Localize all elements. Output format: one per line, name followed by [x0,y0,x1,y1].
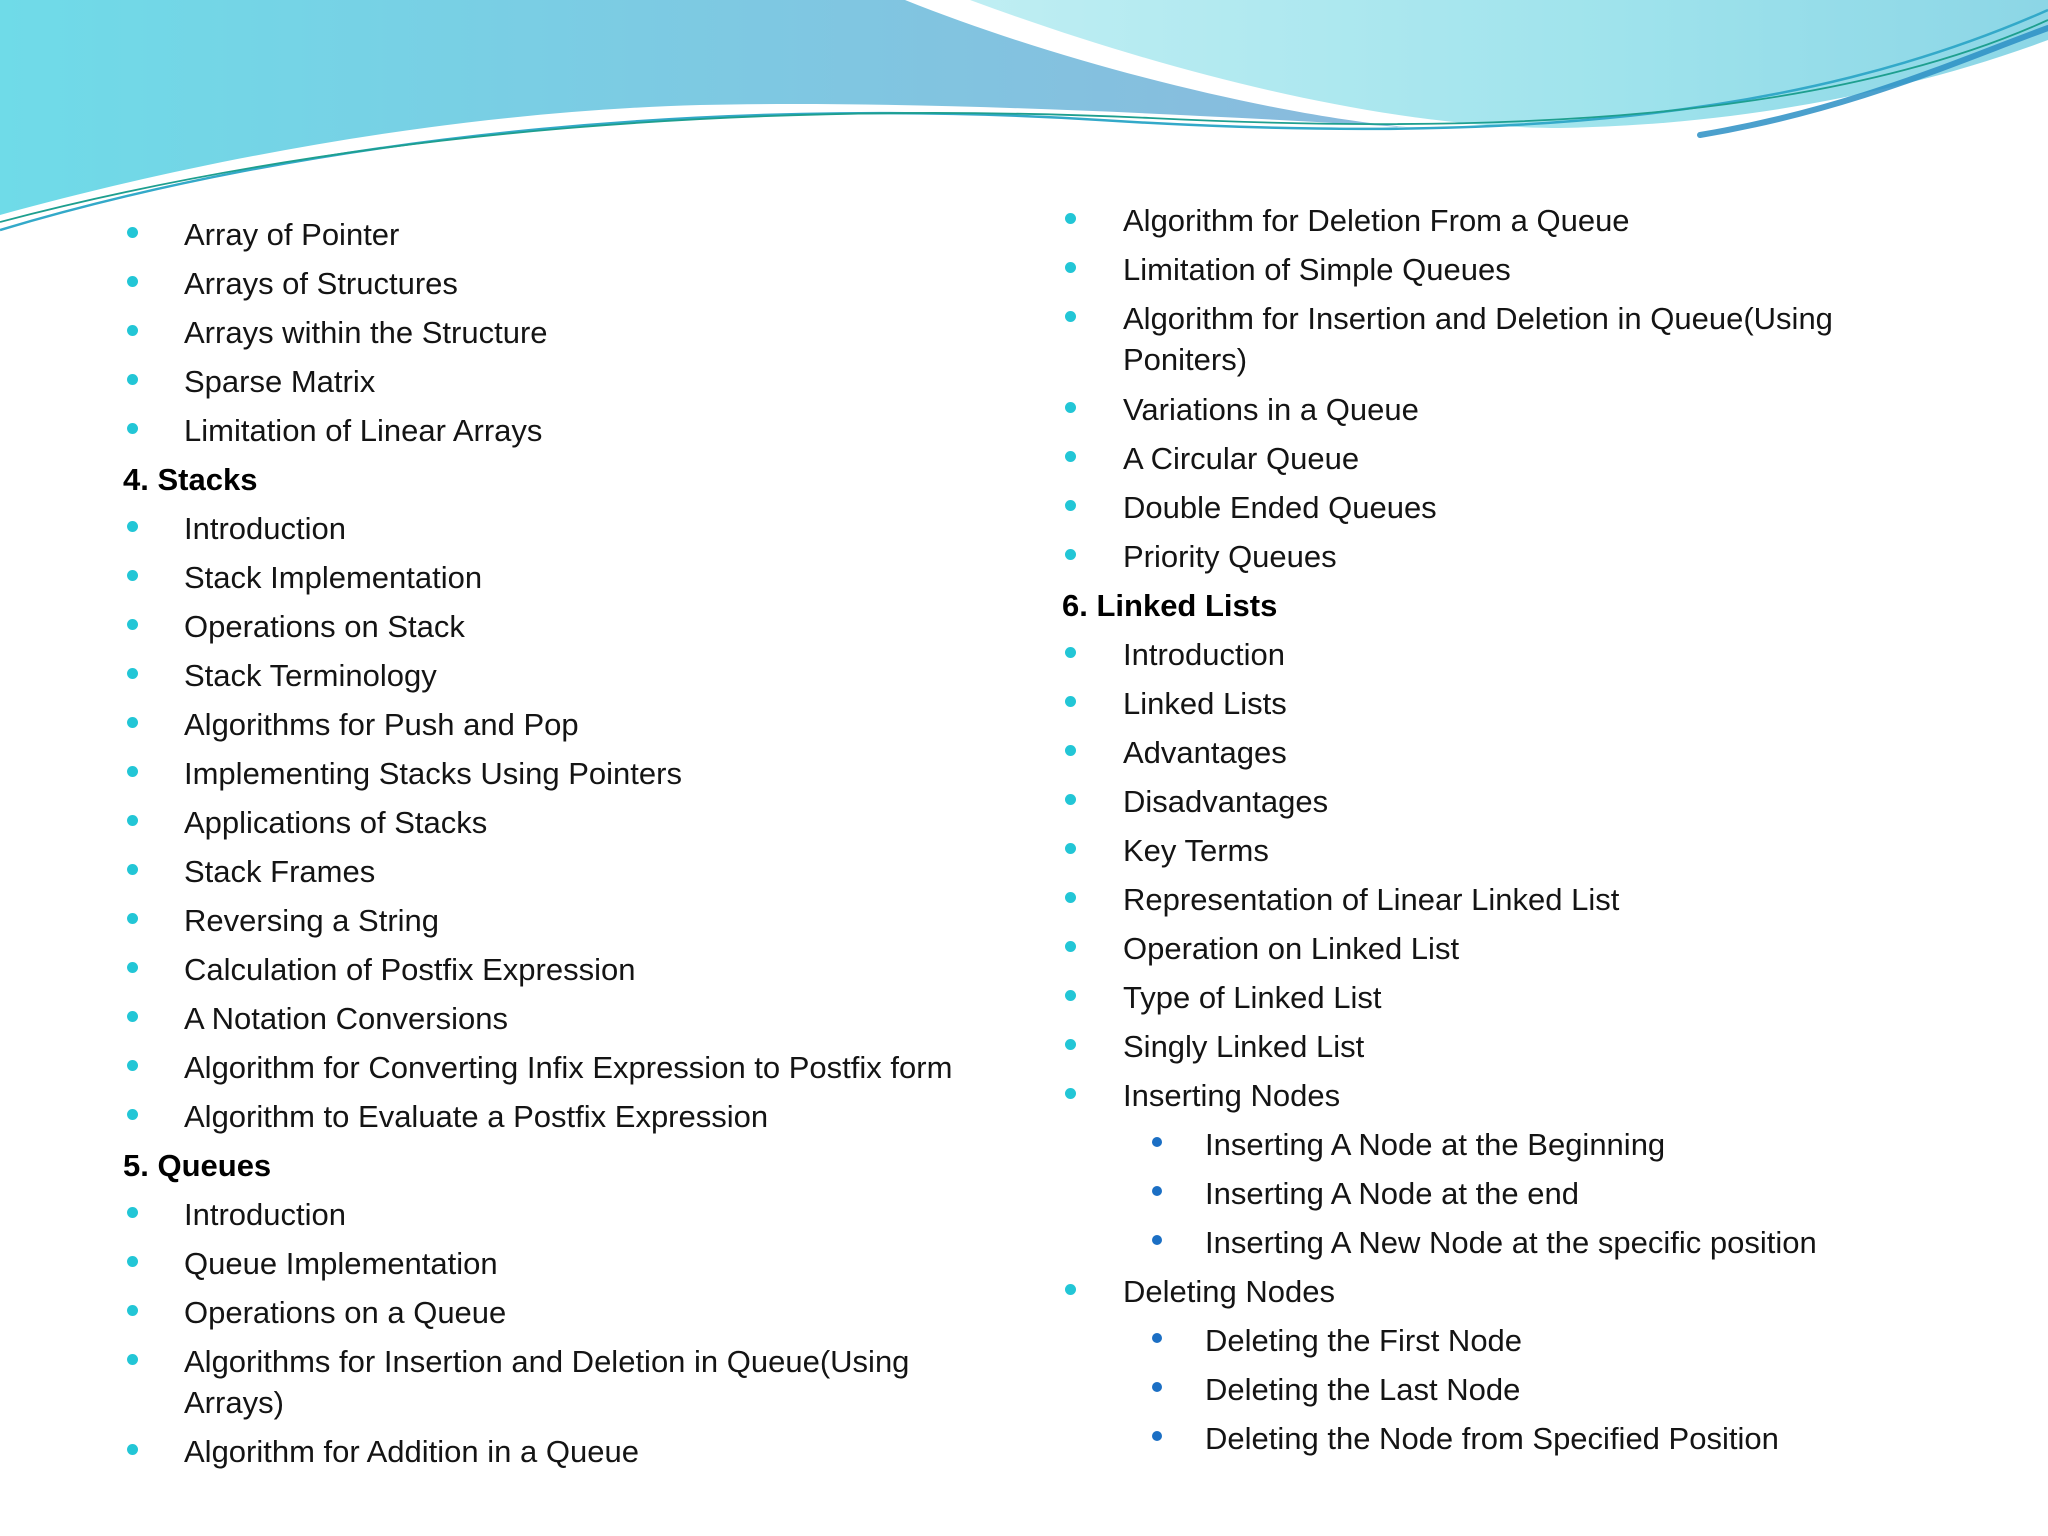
section-heading [1062,585,1277,626]
bullet-icon [1065,1284,1076,1295]
list-item-text: Singly Linked List [1123,1029,1365,1064]
bullet-icon [127,276,138,287]
bullet-icon [127,815,138,826]
list-item-text: Disadvantages [1123,784,1329,819]
bullet-icon [127,227,138,238]
bullet-icon [127,1305,138,1316]
section-heading-text: 6. Linked Lists [1062,588,1278,623]
bullet-icon [1065,696,1076,707]
bullet-icon [1065,213,1076,224]
list-item-text: Limitation of Simple Queues [1123,252,1511,287]
list-item-text: Introduction [1123,637,1285,672]
list-item-text: Algorithm to Evaluate a Postfix Expression [184,1099,769,1134]
list-item-text: Algorithms for Push and Pop [184,707,579,742]
list-item-text: Inserting A New Node at the specific position [1205,1225,1817,1260]
sub-bullet-icon [1152,1235,1162,1245]
list-item-text: Implementing Stacks Using Pointers [184,756,682,791]
list-item-text: Key Terms [1123,833,1269,868]
bullet-icon [127,1207,138,1218]
list-item-text: Deleting the First Node [1205,1323,1523,1358]
list-item-text: Deleting the Last Node [1205,1372,1521,1407]
bullet-icon [127,766,138,777]
list-item-text: Stack Terminology [184,658,437,693]
bullet-icon [127,1444,138,1455]
bullet-icon [1065,794,1076,805]
bullet-icon [127,619,138,630]
list-item-text: A Notation Conversions [184,1001,508,1036]
sub-bullet-icon [1152,1382,1162,1392]
list-item-text: Arrays of Structures [184,266,458,301]
list-item-text: Introduction [184,1197,346,1232]
bullet-icon [127,1011,138,1022]
bullet-icon [1065,990,1076,1001]
list-item-text: Algorithm for Addition in a Queue [184,1434,639,1469]
section-heading [123,1145,271,1186]
bullet-icon [1065,549,1076,560]
list-item-text: Stack Frames [184,854,376,889]
bullet-icon [1065,402,1076,413]
bullet-icon [127,423,138,434]
bullet-icon [127,1060,138,1071]
bullet-icon [127,864,138,875]
list-item-text: Algorithm for Deletion From a Queue [1123,203,1630,238]
list-item-text: Algorithm for Converting Infix Expression to Postfix form [184,1050,953,1085]
bullet-icon [1065,843,1076,854]
bullet-icon [127,1354,138,1365]
list-item-text: Priority Queues [1123,539,1337,574]
sub-bullet-icon [1152,1186,1162,1196]
list-item-text: Representation of Linear Linked List [1123,882,1620,917]
list-item-text: Inserting A Node at the end [1205,1176,1579,1211]
bullet-icon [1065,1088,1076,1099]
bullet-icon [1065,500,1076,511]
list-item-text: Deleting Nodes [1123,1274,1335,1309]
bullet-icon [1065,262,1076,273]
section-heading-text: 5. Queues [123,1148,272,1183]
list-item-text: Calculation of Postfix Expression [184,952,636,987]
sub-bullet-icon [1152,1137,1162,1147]
list-item-text: Stack Implementation [184,560,483,595]
list-item-text: Sparse Matrix [184,364,376,399]
bullet-icon [127,325,138,336]
bullet-icon [1065,745,1076,756]
list-item-text: Algorithm for Insertion and Deletion in Queue(Using Poniters) [1123,301,1833,377]
bullet-icon [1065,647,1076,658]
bullet-icon [127,1256,138,1267]
bullet-icon [127,521,138,532]
list-item-text: Operation on Linked List [1123,931,1460,966]
bullet-icon [127,1109,138,1120]
bullet-icon [1065,892,1076,903]
section-heading-text: 4. Stacks [123,462,258,497]
bullet-icon [1065,451,1076,462]
list-item-text: Algorithms for Insertion and Deletion in Queue(Using Arrays) [184,1344,910,1420]
list-item-text: Operations on a Queue [184,1295,507,1330]
bullet-icon [127,668,138,679]
list-item-text: Arrays within the Structure [184,315,548,350]
list-item-text: Applications of Stacks [184,805,488,840]
list-item-text: Type of Linked List [1123,980,1382,1015]
bullet-icon [127,570,138,581]
bullet-icon [127,374,138,385]
header-wave-decoration [0,0,2048,240]
list-item-text: Queue Implementation [184,1246,498,1281]
list-item-text: Inserting A Node at the Beginning [1205,1127,1666,1162]
list-item-text: Reversing a String [184,903,440,938]
list-item-text: Double Ended Queues [1123,490,1437,525]
list-item-text: Limitation of Linear Arrays [184,413,543,448]
bullet-icon [127,717,138,728]
sub-bullet-icon [1152,1431,1162,1441]
section-heading [123,459,257,500]
list-item-text: Operations on Stack [184,609,465,644]
list-item-text: Variations in a Queue [1123,392,1419,427]
bullet-icon [127,913,138,924]
list-item-text: Deleting the Node from Specified Position [1205,1421,1779,1456]
list-item-text: Introduction [184,511,346,546]
list-item-text: Array of Pointer [184,217,400,252]
list-item-text: Inserting Nodes [1123,1078,1341,1113]
bullet-icon [1065,311,1076,322]
bullet-icon [1065,941,1076,952]
bullet-icon [127,962,138,973]
bullet-icon [1065,1039,1076,1050]
list-item-text: A Circular Queue [1123,441,1360,476]
sub-bullet-icon [1152,1333,1162,1343]
list-item-text: Advantages [1123,735,1287,770]
list-item-text: Linked Lists [1123,686,1287,721]
